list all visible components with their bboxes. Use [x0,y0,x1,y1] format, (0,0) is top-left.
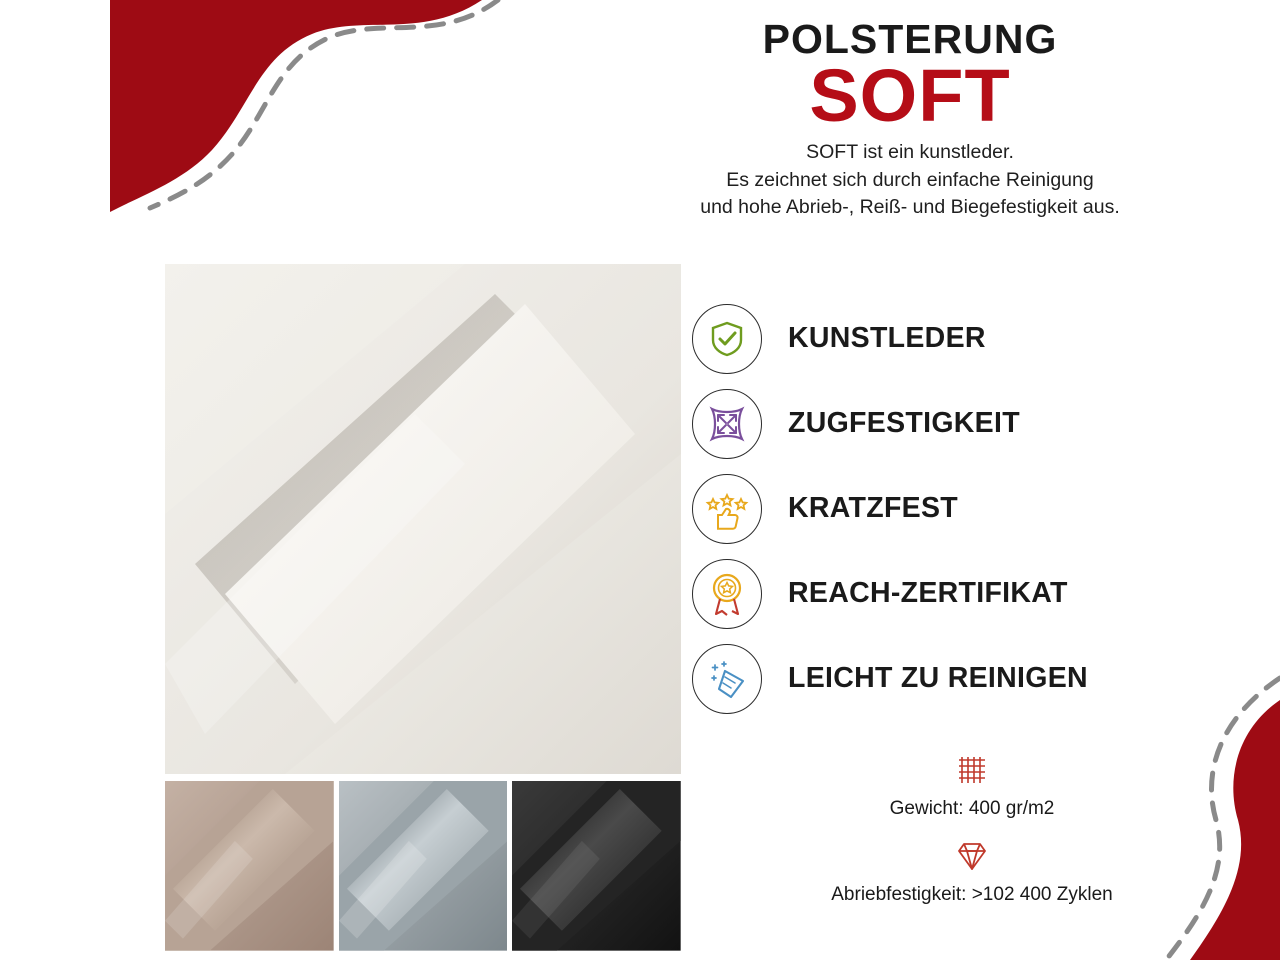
feature-label: LEICHT ZU REINIGEN [788,662,1088,694]
tensile-strength-icon [692,389,762,459]
swatch-taupe[interactable] [165,781,334,951]
spec-abrasion-text: Abriebfestigkeit: >102 400 Zyklen [831,884,1113,905]
swatch-black[interactable] [512,781,681,951]
description [560,139,1260,222]
swatch-main-cream [165,264,681,774]
page-title: POLSTERUNG [762,16,1058,62]
fabric-weave-icon [692,748,1252,792]
feature-kunstleder [692,296,1252,381]
cleaning-cloth-icon [692,644,762,714]
description-line-1: SOFT ist ein kunstleder. [806,141,1014,164]
swatch-black-illustration [512,781,681,951]
description-line-2: Es zeichnet sich durch einfache Reinigung [726,168,1094,191]
description-line-3: und hohe Abrieb-, Reiß- und Biegefestigkeit aus. [700,196,1120,219]
feature-list [692,296,1252,721]
feature-zugfestigkeit [692,381,1252,466]
shield-check-icon [692,304,762,374]
feature-kratzfest [692,466,1252,551]
swatch-grey-illustration [339,781,508,951]
swatch-thumbnails[interactable] [165,781,681,951]
feature-reach-zertifikat [692,551,1252,636]
feature-label: REACH-ZERTIFIKAT [788,577,1068,609]
diamond-icon [692,834,1252,878]
feature-label: KUNSTLEDER [788,322,986,354]
fabric-fold-illustration [165,264,681,774]
spec-weight [692,748,1252,820]
award-rosette-icon [692,559,762,629]
swatch-taupe-illustration [165,781,334,951]
spec-weight-text: Gewicht: 400 gr/m2 [889,798,1055,819]
header [560,18,1260,222]
swatch-grey[interactable] [339,781,508,951]
feature-label: KRATZFEST [788,492,958,524]
page-subtitle: SOFT [809,54,1011,138]
feature-label: ZUGFESTIGKEIT [788,407,1020,439]
spec-list [692,748,1252,920]
thumbs-up-stars-icon [692,474,762,544]
spec-abrasion [692,834,1252,906]
feature-leicht-zu-reinigen [692,636,1252,721]
